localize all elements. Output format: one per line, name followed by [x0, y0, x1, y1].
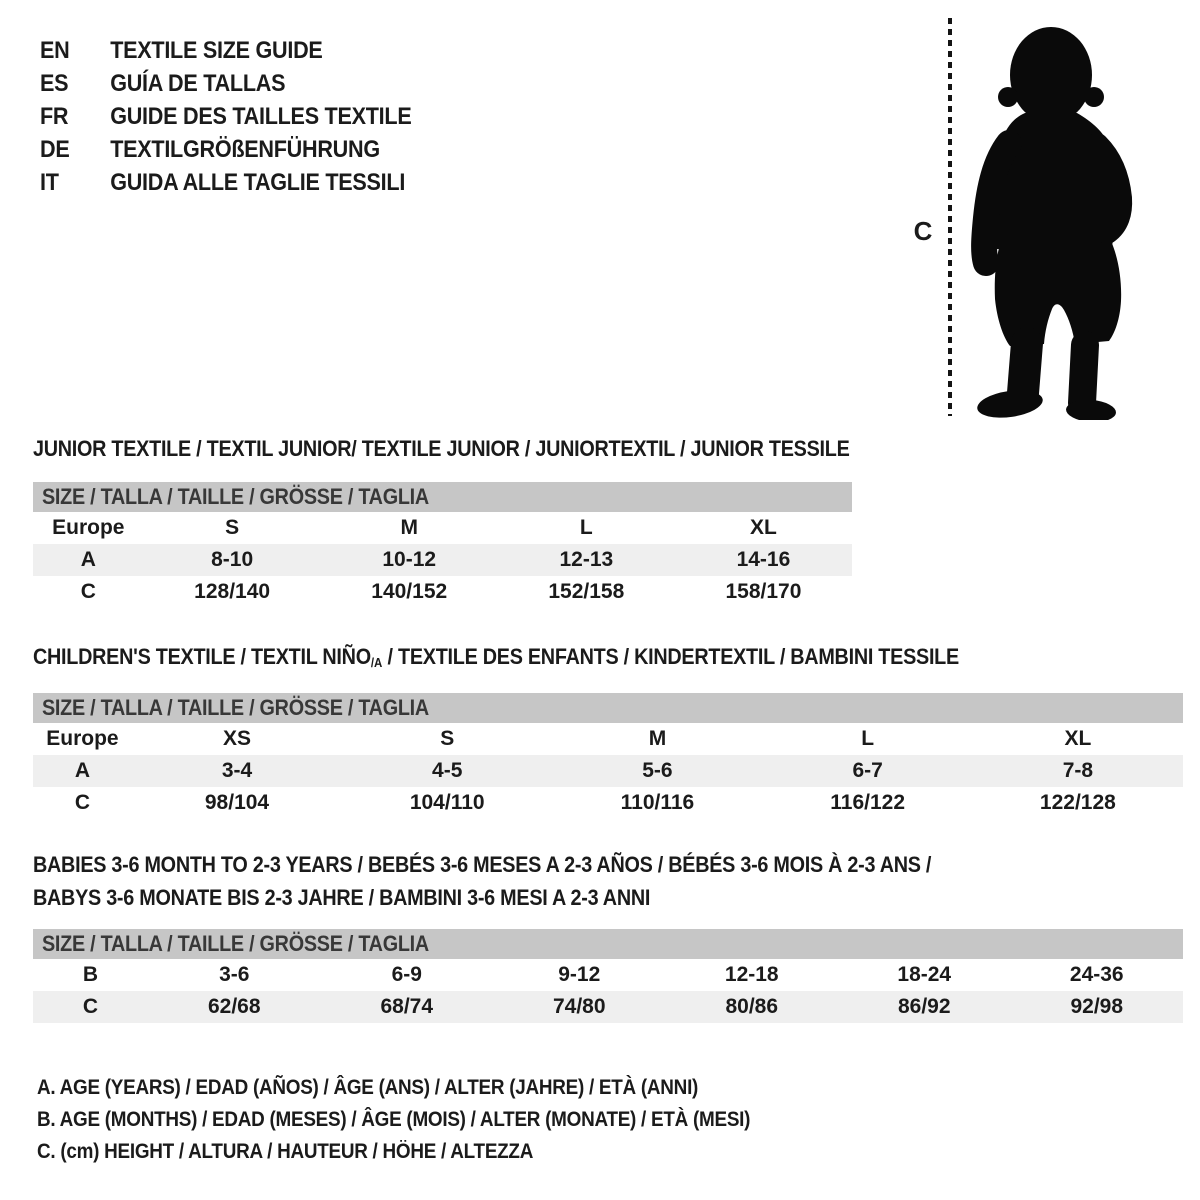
language-code: FR	[40, 103, 69, 130]
junior-section-title: JUNIOR TEXTILE / TEXTIL JUNIOR/ TEXTILE JUNIOR / JUNIORTEXTIL / JUNIOR TESSILE	[33, 436, 850, 461]
size-cell: M	[648, 727, 667, 750]
children-size-header-label: SIZE / TALLA / TAILLE / GRÖSSE / TAGLIA	[42, 695, 429, 720]
children-size-table	[33, 723, 1183, 819]
children-size-header-bar	[33, 693, 1183, 723]
babies-height-row	[33, 991, 1183, 1023]
children-title-sub: /A	[370, 655, 383, 670]
language-title: TEXTILE SIZE GUIDE	[110, 37, 323, 64]
toddler-silhouette-icon	[963, 12, 1139, 420]
height-cell: 86/92	[838, 991, 1011, 1023]
height-cell: 92/98	[1011, 991, 1184, 1023]
row-label-cell: C	[74, 791, 91, 814]
babies-textile-section	[33, 848, 1183, 1023]
language-row-de	[40, 133, 411, 166]
size-cell: S	[225, 516, 240, 539]
language-code: ES	[40, 70, 69, 97]
row-label-cell: Europe	[46, 727, 119, 750]
legend-line-age-months: B. AGE (MONTHS) / EDAD (MESES) / ÂGE (MOIS) / ALTER (MONATE) / ETÀ (MESI)	[37, 1108, 751, 1131]
age-cell: 3-6	[219, 963, 250, 986]
language-code: EN	[40, 37, 70, 64]
language-code: IT	[40, 169, 59, 196]
height-cell: 122/128	[1039, 791, 1116, 814]
size-cell: S	[440, 727, 455, 750]
language-title: TEXTILGRÖßENFÜHRUNG	[110, 136, 380, 163]
junior-age-row	[33, 544, 852, 576]
children-title-pre: CHILDREN'S TEXTILE / TEXTIL NIÑO	[33, 644, 371, 669]
age-cell: 4-5	[342, 755, 552, 787]
row-label-cell: Europe	[52, 516, 125, 539]
language-row-fr	[40, 100, 411, 133]
children-height-row	[33, 787, 1183, 819]
babies-size-header-bar	[33, 929, 1183, 959]
measure-legend	[37, 1072, 829, 1168]
size-cell: L	[861, 727, 875, 750]
height-cell: 98/104	[204, 791, 270, 814]
age-cell: 6-7	[763, 755, 973, 787]
language-row-it	[40, 166, 411, 199]
height-cell: 128/140	[194, 580, 271, 603]
junior-textile-section	[33, 437, 852, 608]
age-cell: 12-18	[724, 963, 779, 986]
row-label-cell: B	[82, 963, 99, 986]
babies-title-line1: BABIES 3-6 MONTH TO 2-3 YEARS / BEBÉS 3-6 MESES A 2-3 AÑOS / BÉBÉS 3-6 MOIS À 2-3 ANS /	[33, 852, 932, 877]
junior-size-header-bar	[33, 482, 852, 512]
size-cell: L	[579, 516, 593, 539]
age-cell: 9-12	[558, 963, 601, 986]
size-cell: XL	[1064, 727, 1092, 750]
row-label-cell: A	[33, 544, 144, 576]
babies-age-row	[33, 959, 1183, 991]
babies-section-title	[33, 848, 1183, 914]
babies-size-table	[33, 959, 1183, 1023]
legend-line-age-years: A. AGE (YEARS) / EDAD (AÑOS) / ÂGE (ANS) / ALTER (JAHRE) / ETÀ (ANNI)	[37, 1076, 699, 1099]
children-age-row	[33, 755, 1183, 787]
age-cell: 6-9	[391, 963, 422, 986]
children-textile-section	[33, 645, 1183, 819]
age-cell: 12-13	[498, 544, 675, 576]
language-row-es	[40, 67, 411, 100]
size-cell: XL	[750, 516, 777, 539]
height-cell: 80/86	[666, 991, 839, 1023]
row-label-cell: A	[33, 755, 132, 787]
junior-size-table	[33, 512, 852, 608]
height-measure-label: C	[913, 216, 933, 246]
babies-title-line2: BABYS 3-6 MONATE BIS 2-3 JAHRE / BAMBINI 3-6 MESI A 2-3 ANNI	[33, 885, 651, 910]
height-cell: 116/122	[830, 791, 906, 814]
children-section-title	[33, 645, 959, 672]
children-title-post: / TEXTILE DES ENFANTS / KINDERTEXTIL / BAMBINI TESSILE	[382, 644, 959, 669]
junior-height-row	[33, 576, 852, 608]
age-cell: 14-16	[675, 544, 852, 576]
language-title: GUIDA ALLE TAGLIE TESSILI	[110, 169, 406, 196]
height-dashed-line	[948, 18, 952, 416]
junior-europe-row	[33, 512, 852, 544]
language-title: GUÍA DE TALLAS	[110, 70, 286, 97]
height-cell: 68/74	[321, 991, 494, 1023]
age-cell: 7-8	[973, 755, 1183, 787]
legend-line-height-cm: C. (cm) HEIGHT / ALTURA / HAUTEUR / HÖHE / ALTEZZA	[37, 1140, 534, 1163]
age-cell: 24-36	[1069, 963, 1124, 986]
height-cell: 62/68	[148, 991, 321, 1023]
children-europe-row	[33, 723, 1183, 755]
age-cell: 3-4	[132, 755, 342, 787]
size-cell: XS	[222, 727, 251, 750]
height-cell: 140/152	[371, 580, 448, 603]
height-cell: 152/158	[548, 580, 625, 603]
language-title: GUIDE DES TAILLES TEXTILE	[110, 103, 412, 130]
language-code: DE	[40, 136, 70, 163]
age-cell: 8-10	[144, 544, 321, 576]
row-label-cell: C	[33, 991, 148, 1023]
size-cell: M	[400, 516, 418, 539]
age-cell: 18-24	[897, 963, 952, 986]
height-cell: 158/170	[725, 580, 802, 603]
junior-size-header-label: SIZE / TALLA / TAILLE / GRÖSSE / TAGLIA	[42, 484, 429, 509]
age-cell: 10-12	[321, 544, 498, 576]
language-row-en	[40, 34, 411, 67]
height-cell: 104/110	[409, 791, 485, 814]
age-cell: 5-6	[552, 755, 762, 787]
language-list	[40, 34, 411, 199]
height-cell: 110/116	[620, 791, 695, 814]
row-label-cell: C	[80, 580, 96, 603]
height-cell: 74/80	[493, 991, 666, 1023]
babies-size-header-label: SIZE / TALLA / TAILLE / GRÖSSE / TAGLIA	[42, 931, 429, 956]
